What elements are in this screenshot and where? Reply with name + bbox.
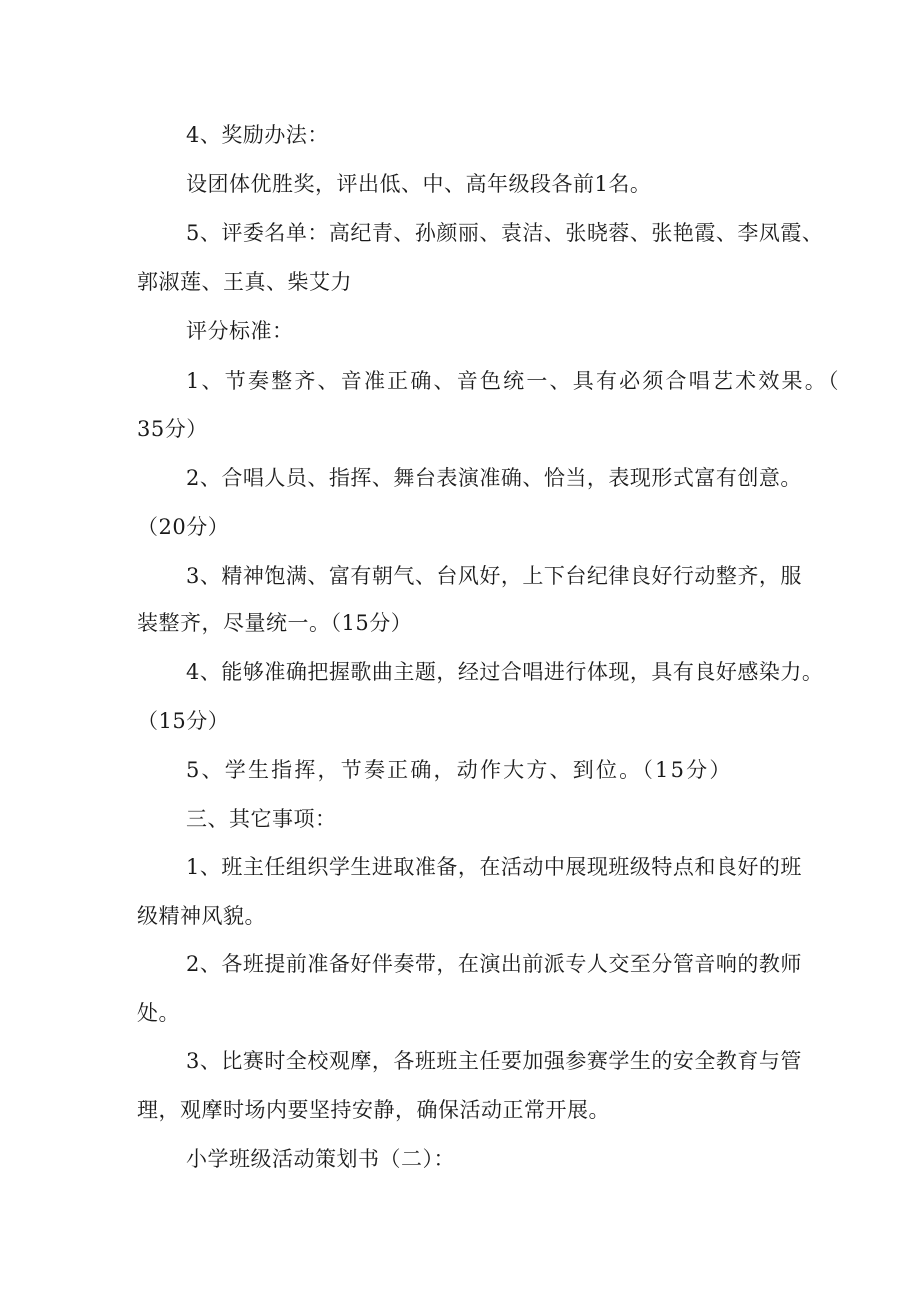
criteria-item-5: 5、学生指挥，节奏正确，动作大方、到位。（15分） — [186, 758, 733, 782]
criteria-item-4: 4、能够准确把握歌曲主题，经过合唱进行体现，具有良好感染力。 — [186, 660, 824, 684]
paragraph-line: 装整齐，尽量统一。（15分） — [137, 611, 413, 635]
criteria-item-3: 3、精神饱满、富有朝气、台风好，上下台纪律良好行动整齐，服 — [186, 564, 802, 588]
paragraph-line: （15分） — [137, 709, 230, 733]
section-heading-other: 三、其它事项： — [186, 807, 337, 831]
section-heading-criteria: 评分标准： — [186, 319, 294, 343]
criteria-item-1: 1、节奏整齐、音准正确、音色统一、具有必须合唱艺术效果。（ — [186, 369, 841, 393]
other-item-1: 1、班主任组织学生进取准备，在活动中展现班级特点和良好的班 — [186, 855, 802, 879]
section-heading-judges: 5、评委名单：高纪青、孙颜丽、袁洁、张晓蓉、张艳霞、李凤霞、 — [186, 221, 824, 245]
section-heading-plan-two: 小学班级活动策划书（二）： — [186, 1147, 455, 1171]
other-item-3: 3、比赛时全校观摩，各班班主任要加强参赛学生的安全教育与管 — [186, 1049, 802, 1073]
paragraph-line: 级精神风貌。 — [137, 904, 266, 928]
paragraph-line: （20分） — [137, 515, 230, 539]
other-item-2: 2、各班提前准备好伴奏带，在演出前派专人交至分管音响的教师 — [186, 952, 802, 976]
section-heading-rewards: 4、奖励办法： — [186, 123, 329, 147]
criteria-item-2: 2、合唱人员、指挥、舞台表演准确、恰当，表现形式富有创意。 — [186, 466, 802, 490]
paragraph-line: 35分） — [137, 417, 208, 441]
paragraph-line: 处。 — [137, 1001, 180, 1025]
paragraph-line: 设团体优胜奖，评出低、中、高年级段各前1名。 — [186, 172, 652, 196]
paragraph-line: 郭淑莲、王真、柴艾力 — [137, 270, 352, 294]
paragraph-line: 理，观摩时场内要坚持安静，确保活动正常开展。 — [137, 1098, 610, 1122]
